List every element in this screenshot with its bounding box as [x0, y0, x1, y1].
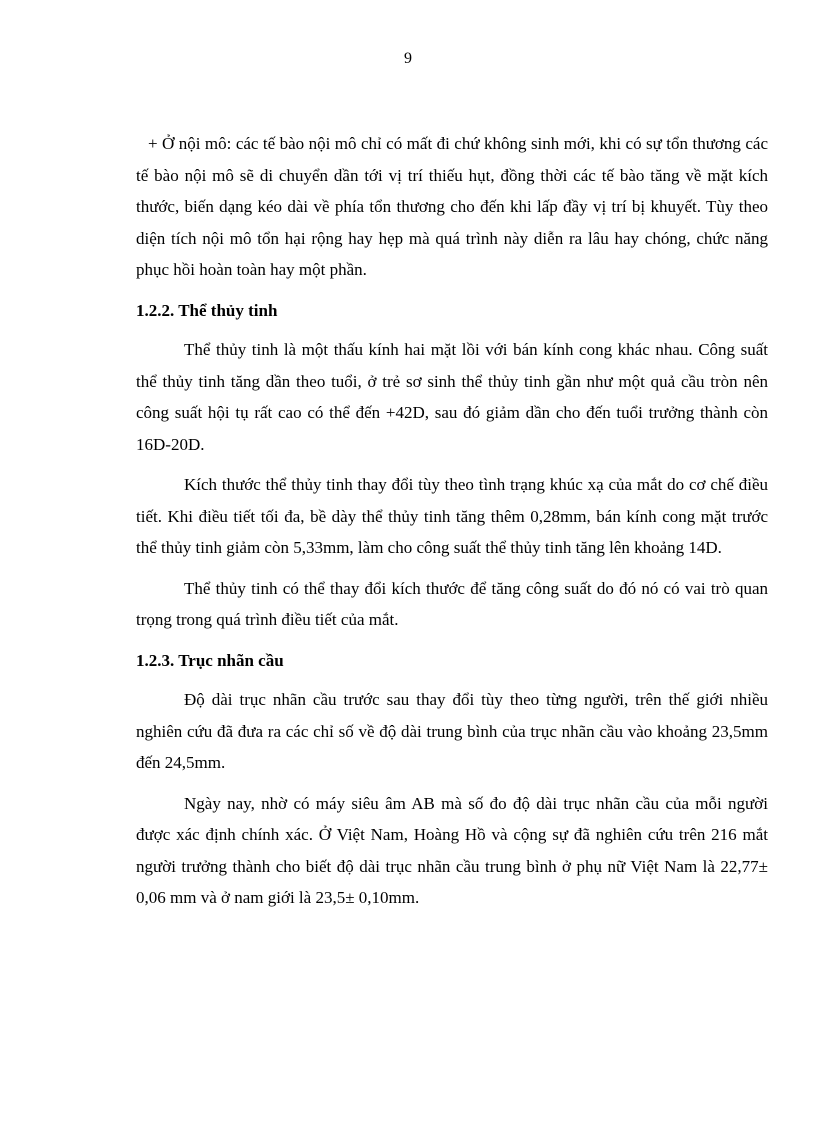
- paragraph-axial-length-vietnam: Ngày nay, nhờ có máy siêu âm AB mà số đo độ dài trục nhãn cầu của mỗi người được xác định chính xác. Ở Việt Nam, Hoàng Hồ và cộng sự đã nghiên cứu trên 216 mắt người trưởng thành cho biết độ dài trục nhãn cầu trung bình ở phụ nữ Việt Nam là 22,77± 0,06 mm và ở nam giới là 23,5± 0,10mm.: [136, 793, 768, 907]
- paragraph-lens-role: Thể thủy tinh có thể thay đổi kích thước để tăng công suất do đó nó có vai trò quan trọng trong quá trình điều tiết của mắt.: [136, 578, 768, 629]
- paragraph-endothelium: + Ở nội mô: các tế bào nội mô chỉ có mất đi chứ không sinh mới, khi có sự tổn thương các tế bào nội mô sẽ di chuyển dần tới vị trí thiếu hụt, đồng thời các tế bào tăng về mặt kích thước, biến dạng kéo dài về phía tổn thương cho đến khi lấp đầy vị trí bị khuyết. Tùy theo diện tích nội mô tổn hại rộng hay hẹp mà quá trình này diễn ra lâu hay chóng, chức năng phục hồi hoàn toàn hay một phần.: [136, 134, 768, 279]
- section-heading-axial-length: 1.2.3. Trục nhãn cầu: [136, 650, 284, 670]
- paragraph-axial-length-range: Độ dài trục nhãn cầu trước sau thay đổi tùy theo từng người, trên thế giới nhiều nghiên cứu đã đưa ra các chỉ số về độ dài trung bình của trục nhãn cầu vào khoảng 23,5mm đến 24,5mm.: [136, 690, 768, 772]
- section-heading-lens: 1.2.2. Thể thủy tinh: [136, 300, 278, 320]
- page-number: 9: [404, 50, 412, 67]
- paragraph-lens-accommodation: Kích thước thể thủy tinh thay đổi tùy theo tình trạng khúc xạ của mắt do cơ chế điều tiết. Khi điều tiết tối đa, bề dày thể thủy tinh tăng thêm 0,28mm, bán kính cong mặt trước thể thủy tinh giảm còn 5,33mm, làm cho công suất thể thủy tinh tăng lên khoảng 14D.: [136, 475, 768, 557]
- paragraph-lens-power: Thể thủy tinh là một thấu kính hai mặt lồi với bán kính cong khác nhau. Công suất thể thủy tinh tăng dần theo tuổi, ở trẻ sơ sinh thể thủy tinh gần như một quả cầu tròn nên công suất hội tụ rất cao có thể đến +42D, sau đó giảm dần cho đến tuổi trưởng thành còn 16D-20D.: [136, 340, 768, 454]
- document-body: [136, 128, 768, 923]
